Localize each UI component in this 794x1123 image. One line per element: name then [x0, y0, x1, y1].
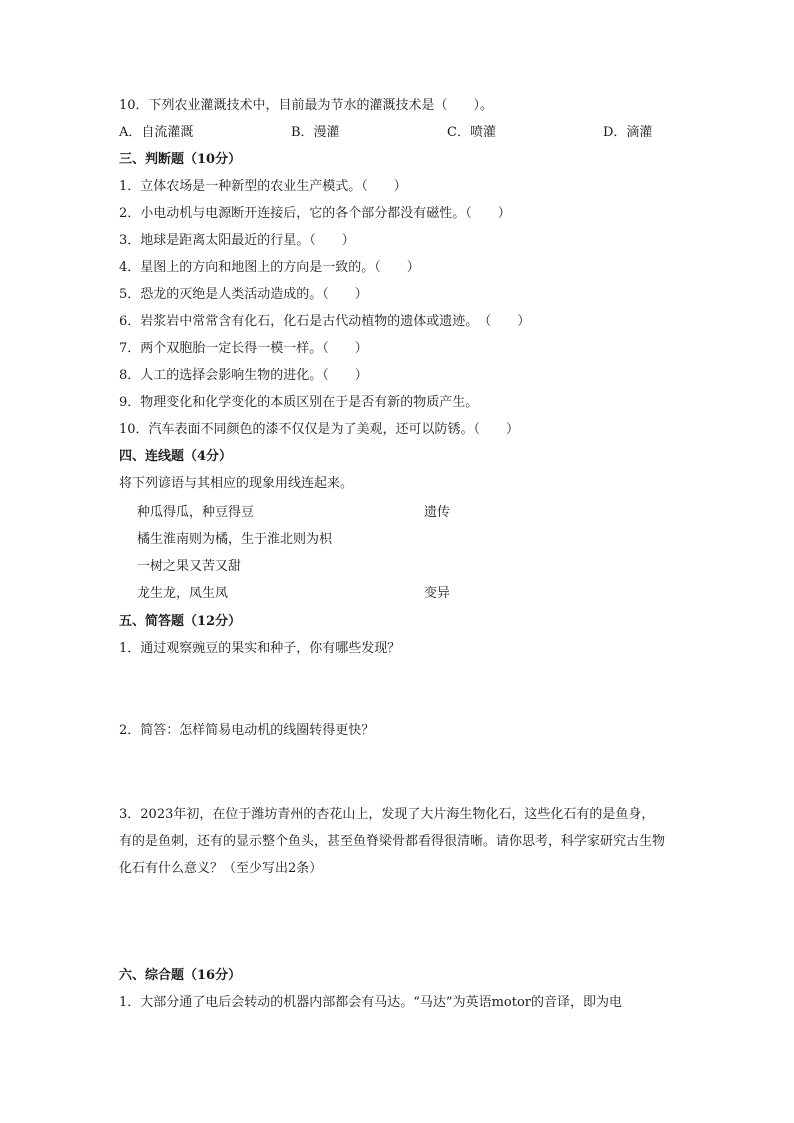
section-judge-heading: 三、判断题（10分）	[119, 152, 242, 167]
judge-item: 2．小电动机与电源断开连接后，它的各个部分都没有磁性。（ ）	[119, 206, 511, 221]
match-phenomenon-variation: 变异	[424, 586, 451, 601]
question-10-option-a: A．自流灌溉	[119, 125, 194, 140]
judge-item: 5．恐龙的灭绝是人类活动造成的。（ ）	[119, 287, 368, 302]
section-short-heading: 五、简答题（12分）	[119, 614, 242, 629]
short-question-3: 3．2023年初，在位于潍坊青州的杏花山上，发现了大片海生物化石，这些化石有的是鱼身，有的是鱼刺，还有的显示整个鱼头，甚至鱼脊梁骨都看得很清晰。请你思考，科学家研究古生物化石有什么意义？（至少写出2条）	[119, 807, 666, 876]
judge-item: 7．两个双胞胎一定长得一模一样。（ ）	[119, 341, 368, 356]
match-proverb: 种瓜得瓜，种豆得豆	[137, 505, 255, 520]
judge-item: 4．星图上的方向和地图上的方向是一致的。（ ）	[119, 260, 420, 275]
match-proverb: 橘生淮南则为橘，生于淮北则为枳	[137, 532, 333, 547]
match-phenomenon-heredity: 遗传	[424, 505, 451, 520]
judge-item: 6．岩浆岩中常常含有化石，化石是古代动植物的遗体或遗迹。 （ ）	[119, 314, 531, 329]
short-question-1: 1．通过观察豌豆的果实和种子，你有哪些发现？	[119, 641, 401, 656]
question-10-option-b: B．漫灌	[291, 125, 340, 140]
match-proverb: 龙生龙，凤生凤	[137, 586, 229, 601]
question-10-stem: 10．下列农业灌溉技术中，目前最为节水的灌溉技术是（ ）。	[119, 98, 494, 113]
comprehensive-question-1: 1．大部分通了电后会转动的机器内部都会有马达。“马达”为英语motor的音译，即为电	[119, 995, 622, 1010]
judge-item: 10．汽车表面不同颜色的漆不仅仅是为了美观，还可以防锈。（ ）	[119, 422, 520, 437]
question-10-option-d: D．滴灌	[603, 125, 653, 140]
question-10-option-c: C．喷灌	[447, 125, 496, 140]
judge-item: 3．地球是距离太阳最近的行星。（ ）	[119, 233, 355, 248]
judge-item: 1．立体农场是一种新型的农业生产模式。（ ）	[119, 179, 407, 194]
judge-item: 9．物理变化和化学变化的本质区别在于是否有新的物质产生。	[119, 395, 479, 410]
judge-item: 8．人工的选择会影响生物的进化。（ ）	[119, 368, 368, 383]
match-proverb: 一树之果又苦又甜	[137, 559, 242, 574]
section-match-heading: 四、连线题（4分）	[119, 449, 233, 464]
section-comprehensive-heading: 六、综合题（16分）	[119, 968, 242, 983]
match-instruction: 将下列谚语与其相应的现象用线连起来。	[119, 476, 354, 491]
short-question-2: 2．简答：怎样简易电动机的线圈转得更快？	[119, 723, 375, 738]
